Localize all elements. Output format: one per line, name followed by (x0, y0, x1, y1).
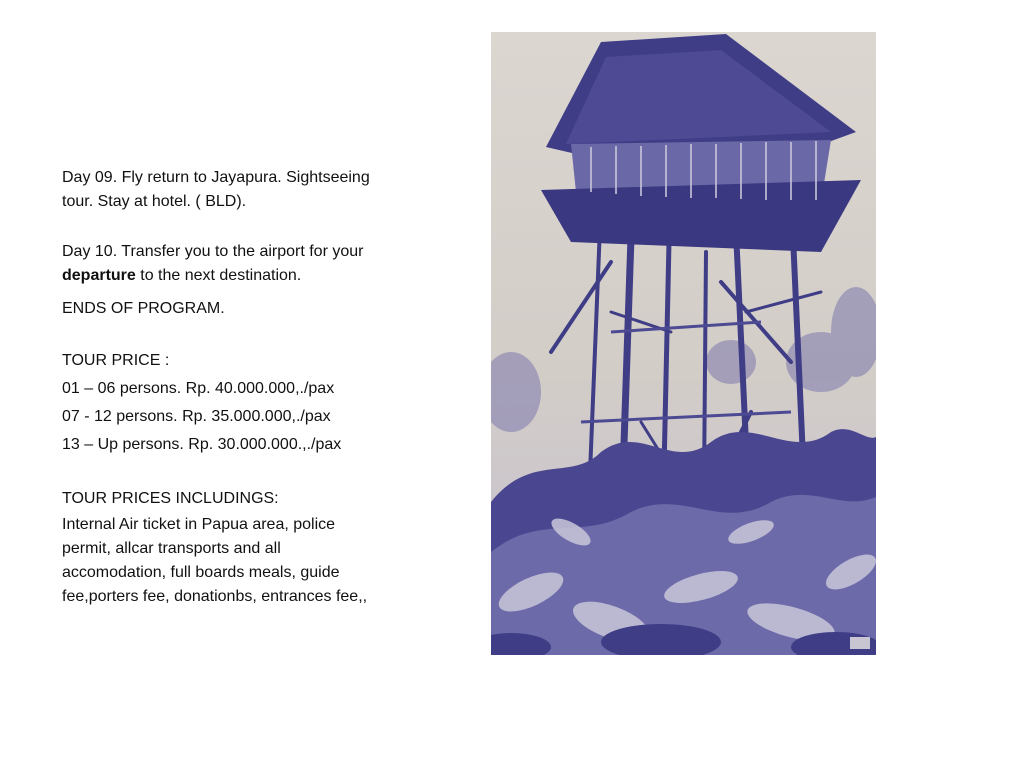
photo-watermark (850, 637, 870, 649)
price-row-3: 13 – Up persons. Rp. 30.000.000.,./pax (62, 436, 342, 453)
house-floor (541, 180, 861, 252)
treehouse-illustration (491, 32, 876, 655)
tour-price-heading: TOUR PRICE : (62, 352, 170, 369)
text-column (62, 166, 384, 609)
day10-suffix: to the next destination. (135, 267, 302, 284)
day10-prefix: Day 10. Transfer you to the airport for your (62, 243, 364, 260)
treehouse-photo (491, 32, 876, 655)
includings-text: Internal Air ticket in Papua area, police permit, allcar transports and all accomodation, full boards meals, guide fee,porters fee, donationbs, entrances fee,, (62, 516, 368, 605)
day10-text (62, 240, 384, 288)
day09-text: Day 09. Fly return to Jayapura. Sightseeing tour. Stay at hotel. ( BLD). (62, 169, 370, 210)
price-row-2: 07 - 12 persons. Rp. 35.000.000,./pax (62, 408, 331, 425)
program-end-text: ENDS OF PROGRAM. (62, 300, 225, 317)
price-row-1: 01 – 06 persons. Rp. 40.000.000,./pax (62, 380, 335, 397)
includings-heading: TOUR PRICES INCLUDINGS: (62, 490, 279, 507)
day10-bold-word: departure (62, 267, 136, 284)
